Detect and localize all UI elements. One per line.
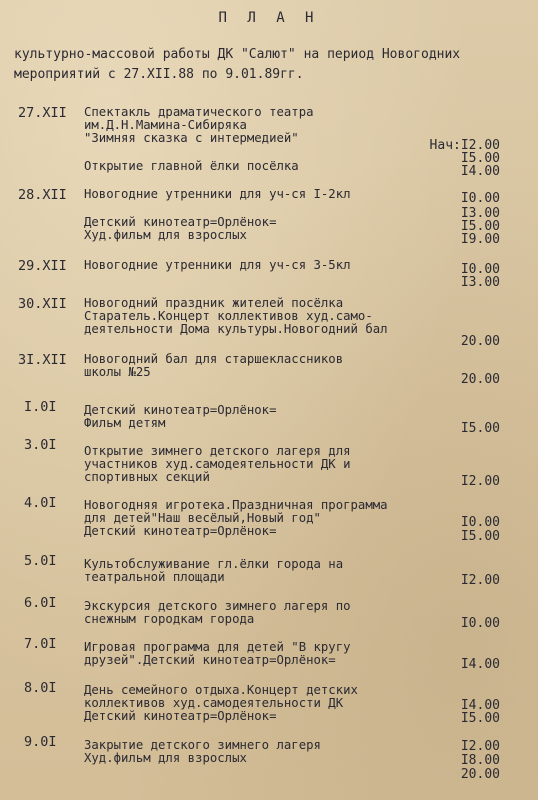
entry-line: снежным городкам города <box>84 612 255 626</box>
entry-time: I2.00 <box>460 573 500 588</box>
entry-date: 9.0I <box>24 734 57 750</box>
entry-line: День семейного отдыха.Концерт детских <box>84 683 358 697</box>
entry-date: 30.XII <box>18 296 67 312</box>
entry-line: Культобслуживание гл.ёлки города на <box>84 557 344 571</box>
entry-date: 7.0I <box>24 636 57 652</box>
entry-line: Игровая программа для детей "В кругу <box>84 640 351 654</box>
entry-date: 29.XII <box>18 258 67 274</box>
entry-line: Детский кинотеатр=Орлёнок= <box>84 709 277 723</box>
entry-line: Новогодние утренники для уч-ся I-2кл <box>84 187 351 201</box>
entry-time: I2.00 <box>460 474 500 489</box>
entry-time: I8.00 <box>460 753 500 768</box>
entry-time: I0.00 <box>460 515 500 530</box>
entry-time: I0.00 <box>460 191 500 206</box>
entry-line: Худ.фильм для взрослых <box>84 751 247 765</box>
entry-line: Худ.фильм для взрослых <box>84 228 247 242</box>
entry-time: I2.00 <box>460 739 500 754</box>
entry-date: 28.XII <box>18 187 67 203</box>
entry-time: 20.00 <box>460 372 500 387</box>
entry-line: Открытие зимнего детского лагеря для <box>84 444 351 458</box>
entry-date: 3.0I <box>24 437 57 453</box>
entry-time: 20.00 <box>460 767 500 782</box>
entry-time: I0.00 <box>460 262 500 277</box>
entry-time: I4.00 <box>460 164 500 179</box>
entry-line: спортивных секций <box>84 470 210 484</box>
entry-line: им.Д.Н.Мамина-Сибиряка <box>84 118 247 132</box>
entry-line: Детский кинотеатр=Орлёнок= <box>84 215 277 229</box>
entry-line: Старатель.Концерт коллективов худ.само- <box>84 309 373 323</box>
entry-line: театральной площади <box>84 570 225 584</box>
entry-time: I3.00 <box>460 275 500 290</box>
document-heading-line-2: мероприятий с 27.XII.88 по 9.01.89гг. <box>14 67 304 82</box>
entry-line: коллективов худ.самодеятельности ДК <box>84 696 344 710</box>
entry-line: Новогодний праздник жителей посёлка <box>84 296 344 310</box>
entry-line: Открытие главной ёлки посёлка <box>84 159 299 173</box>
entry-line: деятельности Дома культуры.Новогодний бал <box>84 322 388 336</box>
entry-time: I5.00 <box>460 151 500 166</box>
entry-date: 3I.XII <box>18 352 67 368</box>
entry-line: Фильм детям <box>84 416 166 430</box>
entry-line: "Зимняя сказка с интермедией" <box>84 131 299 145</box>
document-heading-line-1: культурно-массовой работы ДК "Салют" на период Новогодних <box>14 47 461 62</box>
entry-time: I5.00 <box>460 711 500 726</box>
entry-time: I5.00 <box>460 529 500 544</box>
entry-time: I3.00 <box>460 206 500 221</box>
entry-line: школы №25 <box>84 365 151 379</box>
entry-date: I.0I <box>24 399 57 415</box>
entry-line: для детей"Наш весёлый,Новый год" <box>84 511 321 525</box>
entry-date: 4.0I <box>24 495 57 511</box>
entry-time: I4.00 <box>460 657 500 672</box>
entry-time: I5.00 <box>460 421 500 436</box>
entry-time: I9.00 <box>460 232 500 247</box>
entry-line: Детский кинотеатр=Орлёнок= <box>84 524 277 538</box>
entry-line: Спектакль драматического театра <box>84 105 314 119</box>
entry-time: 20.00 <box>460 334 500 349</box>
entry-date: 5.0I <box>24 553 57 569</box>
entry-date: 8.0I <box>24 680 57 696</box>
entry-line: Новогодняя игротека.Праздничная программа <box>84 498 388 512</box>
entry-date: 27.XII <box>18 105 67 121</box>
entry-line: друзей".Детский кинотеатр=Орлёнок= <box>84 653 336 667</box>
entry-line: Детский кинотеатр=Орлёнок= <box>84 403 277 417</box>
entry-line: участников худ.самодеятельности ДК и <box>84 457 351 471</box>
entry-time: Нач:I2.00 <box>429 138 500 153</box>
document-title: П Л А Н <box>218 10 320 26</box>
entry-line: Новогодний бал для старшеклассников <box>84 352 344 366</box>
entry-time: I0.00 <box>460 616 500 631</box>
entry-line: Закрытие детского зимнего лагеря <box>84 738 321 752</box>
entry-line: Новогодние утренники для уч-ся 3-5кл <box>84 258 351 272</box>
entry-time: I5.00 <box>460 219 500 234</box>
entry-line: Экскурсия детского зимнего лагеря по <box>84 599 351 613</box>
entry-time: I4.00 <box>460 698 500 713</box>
entry-date: 6.0I <box>24 595 57 611</box>
